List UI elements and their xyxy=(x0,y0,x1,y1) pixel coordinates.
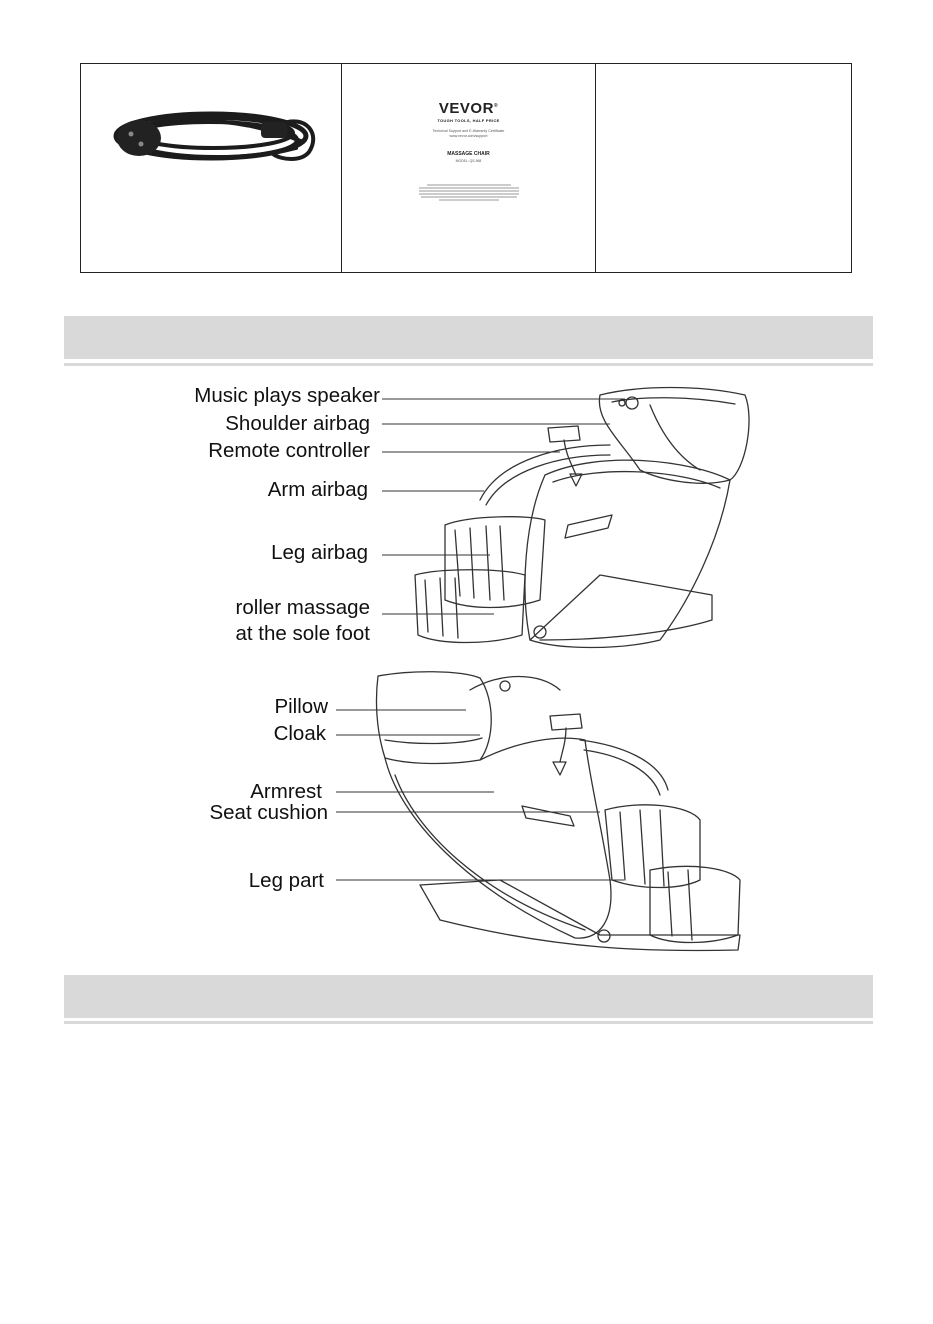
brand-tagline: TOUGH TOOLS, HALF PRICE xyxy=(437,118,500,123)
support-line-1: Technical Support and E-Warranty Certificate xyxy=(432,129,505,133)
label-remote-controller: Remote controller xyxy=(208,439,370,462)
label-cloak: Cloak xyxy=(273,722,326,745)
label-music-plays-speaker: Music plays speaker xyxy=(194,384,380,407)
section-divider-2 xyxy=(64,1021,873,1024)
label-pillow: Pillow xyxy=(274,695,328,718)
label-roller-massage-line2: at the sole foot xyxy=(235,622,370,645)
label-roller-massage-line1: roller massage xyxy=(235,596,370,619)
label-shoulder-airbag: Shoulder airbag xyxy=(225,412,370,435)
section-header-bar-2 xyxy=(64,975,873,1018)
label-arm-airbag: Arm airbag xyxy=(267,478,368,501)
label-seat-cushion: Seat cushion xyxy=(209,801,328,824)
support-line-2: www.vevor.com/support xyxy=(449,134,488,138)
brand-logo: VEVOR® xyxy=(438,100,499,117)
label-armrest: Armrest xyxy=(250,780,322,803)
product-title: MASSAGE CHAIR xyxy=(447,151,490,157)
label-leg-airbag: Leg airbag xyxy=(271,541,368,564)
model-number: MODEL: QS-968 xyxy=(455,159,482,163)
label-leg-part: Leg part xyxy=(248,869,324,892)
